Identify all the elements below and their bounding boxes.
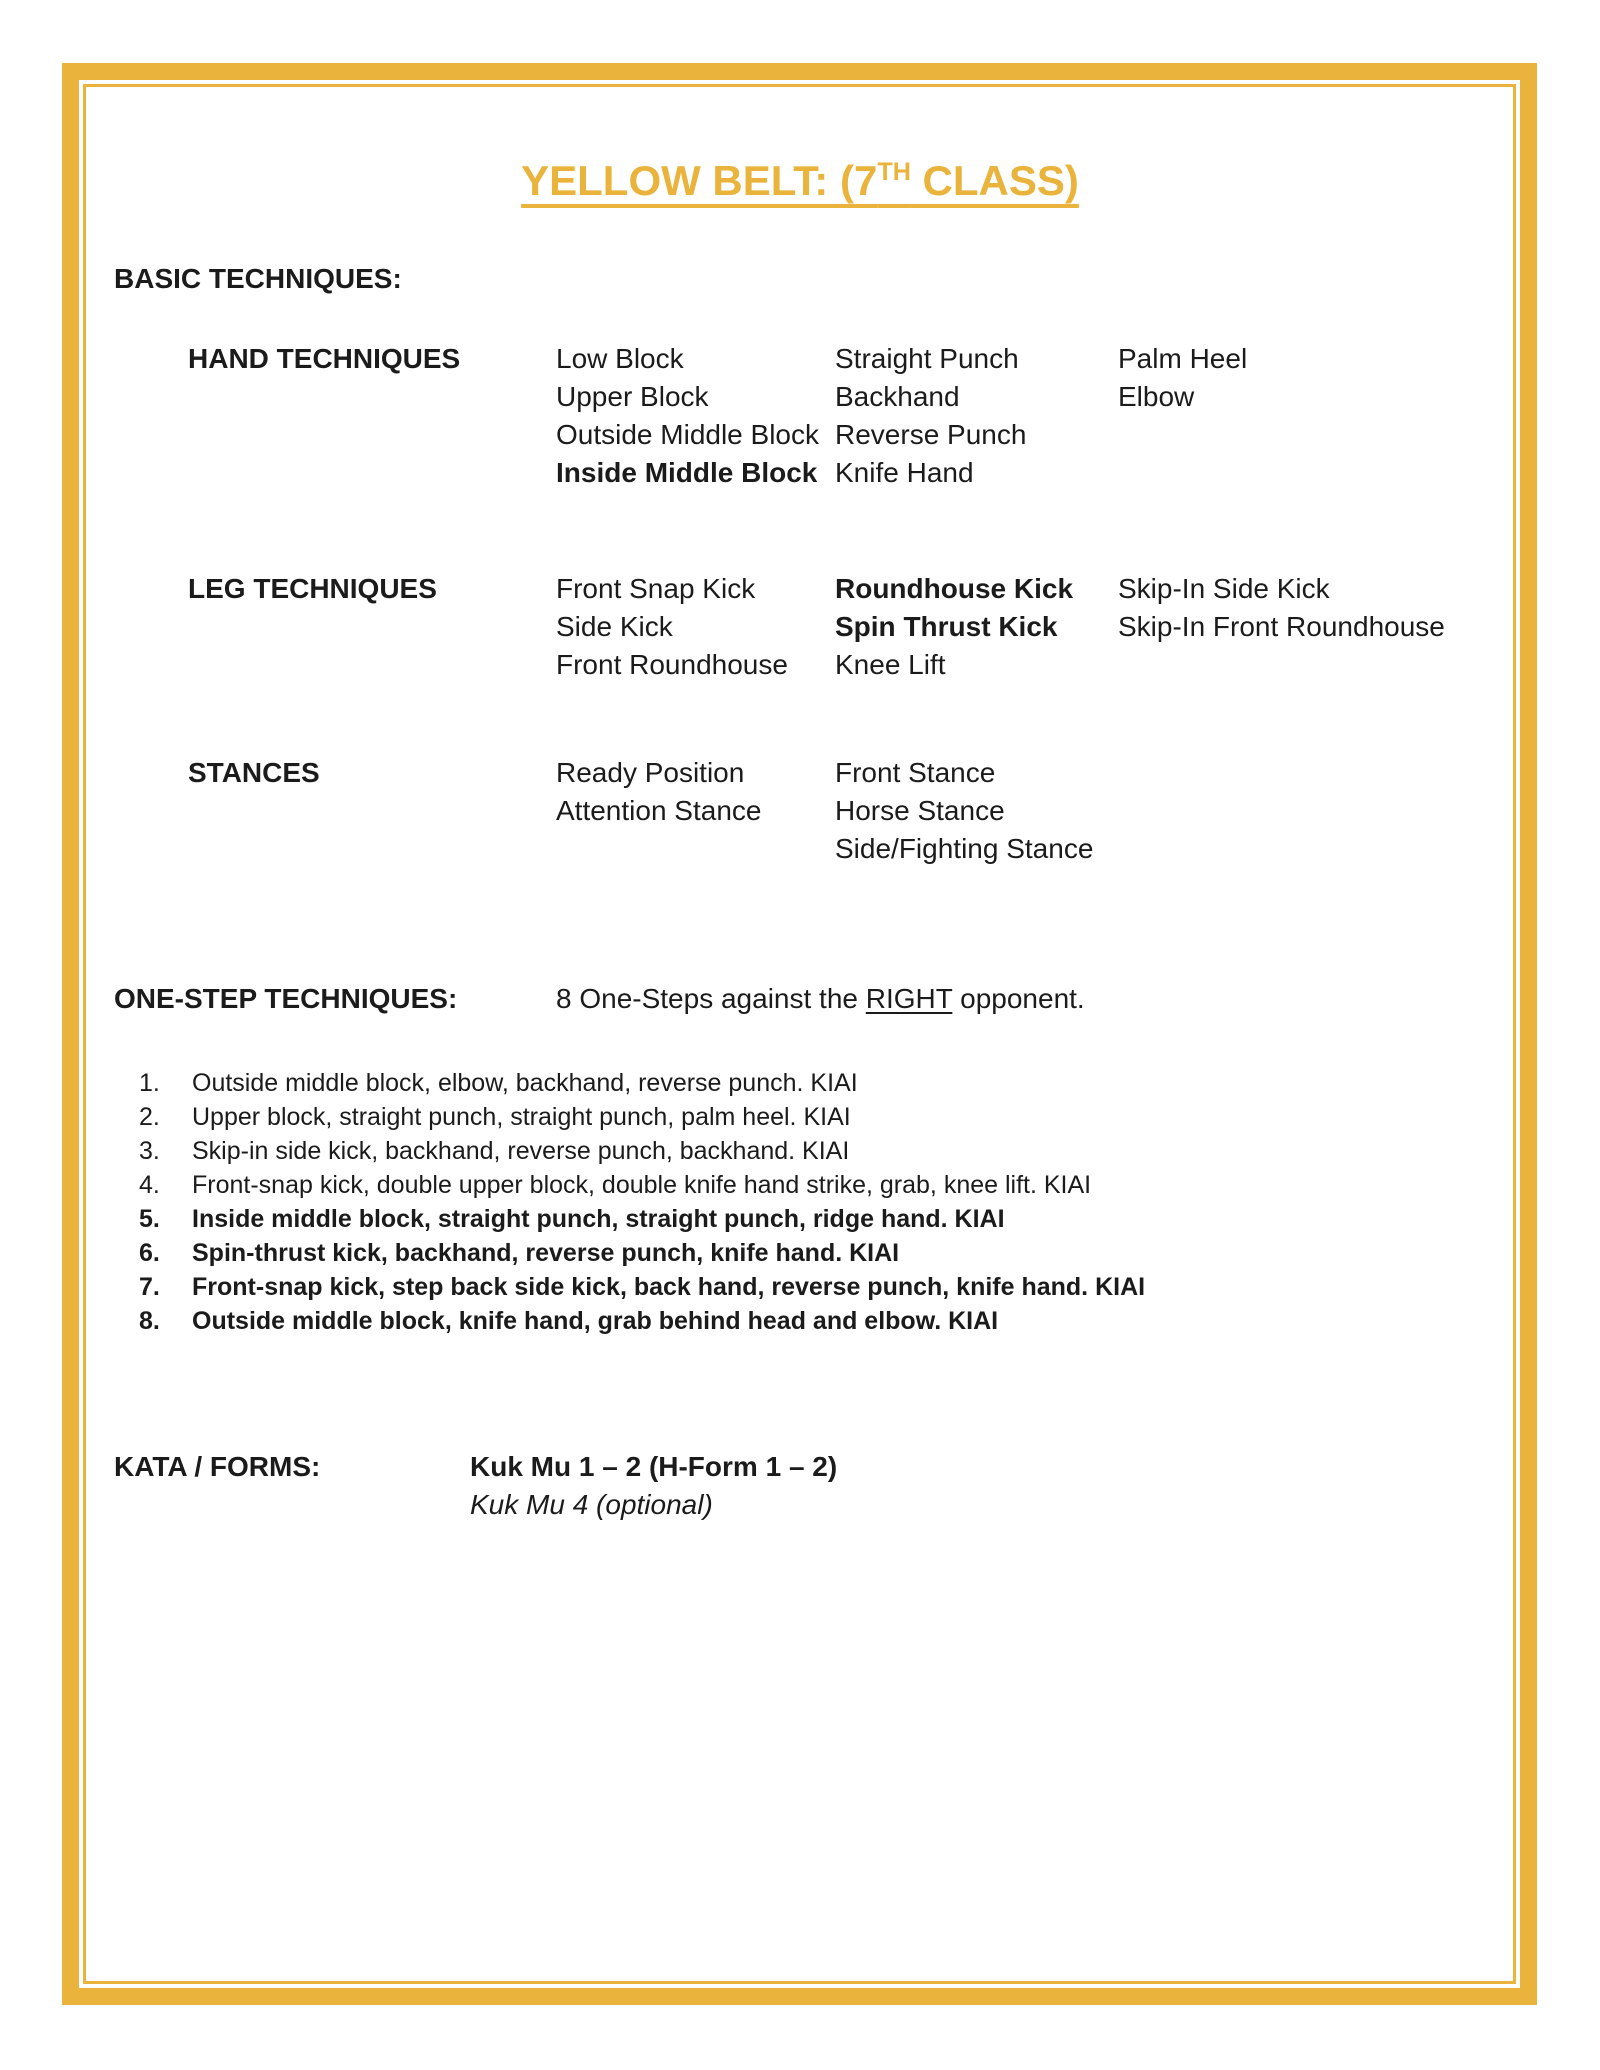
one-step-item-number: 8. — [139, 1307, 160, 1335]
kata-forms-heading: KATA / FORMS: — [114, 1451, 321, 1482]
one-step-item — [139, 1236, 1600, 1270]
technique-item: Knife Hand — [835, 457, 974, 488]
one-step-item-number: 1. — [139, 1069, 160, 1097]
one-step-item-number: 7. — [139, 1273, 160, 1301]
technique-item: Side/Fighting Stance — [835, 833, 1094, 864]
right-opponent-underlined: RIGHT — [865, 983, 953, 1014]
page-title-text: YELLOW BELT: (7TH CLASS) — [521, 157, 1079, 204]
page-title — [0, 155, 1600, 207]
one-step-item — [139, 1134, 1600, 1168]
technique-column — [1118, 340, 1247, 416]
technique-column — [556, 570, 835, 684]
one-step-item — [139, 1100, 1600, 1134]
technique-item: Side Kick — [556, 611, 673, 642]
technique-column — [835, 340, 1118, 492]
one-step-item-text: Skip-in side kick, backhand, reverse punch, backhand. KIAI — [192, 1137, 850, 1165]
kata-forms-section — [0, 1448, 1600, 1524]
technique-item: Front Roundhouse — [556, 649, 788, 680]
technique-group-label: HAND TECHNIQUES — [188, 343, 461, 374]
technique-group-label: STANCES — [188, 757, 320, 788]
one-step-item-number: 2. — [139, 1103, 160, 1131]
technique-item: Upper Block — [556, 381, 709, 412]
technique-group-label: LEG TECHNIQUES — [188, 573, 437, 604]
technique-item: Ready Position — [556, 757, 745, 788]
technique-group-leg-techniques — [188, 570, 1600, 684]
one-step-section — [0, 980, 1600, 1338]
technique-group-stances — [188, 754, 1600, 868]
kata-forms-lines — [470, 1448, 837, 1524]
one-step-list — [139, 1066, 1600, 1338]
technique-item: Roundhouse Kick — [835, 573, 1074, 604]
technique-item: Spin Thrust Kick — [835, 611, 1058, 642]
one-step-item — [139, 1168, 1600, 1202]
one-step-item-text: Outside middle block, knife hand, grab behind head and elbow. KIAI — [192, 1307, 999, 1335]
one-step-item-text: Inside middle block, straight punch, straight punch, ridge hand. KIAI — [192, 1205, 1005, 1233]
technique-item: Palm Heel — [1118, 343, 1248, 374]
technique-item: Skip-In Side Kick — [1118, 573, 1330, 604]
technique-item: Backhand — [835, 381, 960, 412]
technique-group-hand-techniques — [188, 340, 1600, 492]
one-step-heading-row — [114, 980, 1600, 1018]
technique-groups — [0, 340, 1600, 868]
technique-item: Front Stance — [835, 757, 996, 788]
technique-item: Reverse Punch — [835, 419, 1027, 450]
technique-item: Elbow — [1118, 381, 1195, 412]
one-step-item-number: 6. — [139, 1239, 160, 1267]
one-step-item — [139, 1202, 1600, 1236]
one-step-item-text: Front-snap kick, step back side kick, back hand, reverse punch, knife hand. KIAI — [192, 1273, 1146, 1301]
one-step-item-text: Spin-thrust kick, backhand, reverse punch, knife hand. KIAI — [192, 1239, 900, 1267]
one-step-description: 8 One-Steps against the RIGHT opponent. — [556, 983, 1085, 1014]
technique-item: Straight Punch — [835, 343, 1019, 374]
one-step-item-number: 3. — [139, 1137, 160, 1165]
technique-column — [835, 570, 1118, 684]
one-step-item-text: Outside middle block, elbow, backhand, reverse punch. KIAI — [192, 1069, 858, 1097]
one-step-item — [139, 1270, 1600, 1304]
one-step-item-text: Upper block, straight punch, straight punch, palm heel. KIAI — [192, 1103, 851, 1131]
technique-column — [1118, 570, 1445, 646]
technique-item: Horse Stance — [835, 795, 1005, 826]
one-step-item-text: Front-snap kick, double upper block, double knife hand strike, grab, knee lift. KIAI — [192, 1171, 1092, 1199]
one-step-item-number: 5. — [139, 1205, 160, 1233]
technique-item: Skip-In Front Roundhouse — [1118, 611, 1445, 642]
technique-item: Low Block — [556, 343, 684, 374]
basic-techniques-heading: BASIC TECHNIQUES: — [114, 263, 402, 294]
title-superscript: TH — [877, 158, 911, 186]
technique-item: Knee Lift — [835, 649, 946, 680]
technique-item: Outside Middle Block — [556, 419, 820, 450]
one-step-heading: ONE-STEP TECHNIQUES: — [114, 983, 458, 1014]
one-step-item-number: 4. — [139, 1171, 160, 1199]
basic-techniques-section — [0, 260, 1600, 868]
technique-item: Inside Middle Block — [556, 457, 818, 488]
one-step-item — [139, 1066, 1600, 1100]
technique-column — [556, 754, 835, 830]
kata-forms-row — [114, 1448, 1600, 1524]
technique-column — [835, 754, 1118, 868]
one-step-item — [139, 1304, 1600, 1338]
kata-form-line: Kuk Mu 1 – 2 (H-Form 1 – 2) — [470, 1451, 838, 1482]
technique-item: Front Snap Kick — [556, 573, 756, 604]
kata-form-line: Kuk Mu 4 (optional) — [470, 1489, 713, 1520]
technique-item: Attention Stance — [556, 795, 762, 826]
technique-column — [556, 340, 835, 492]
